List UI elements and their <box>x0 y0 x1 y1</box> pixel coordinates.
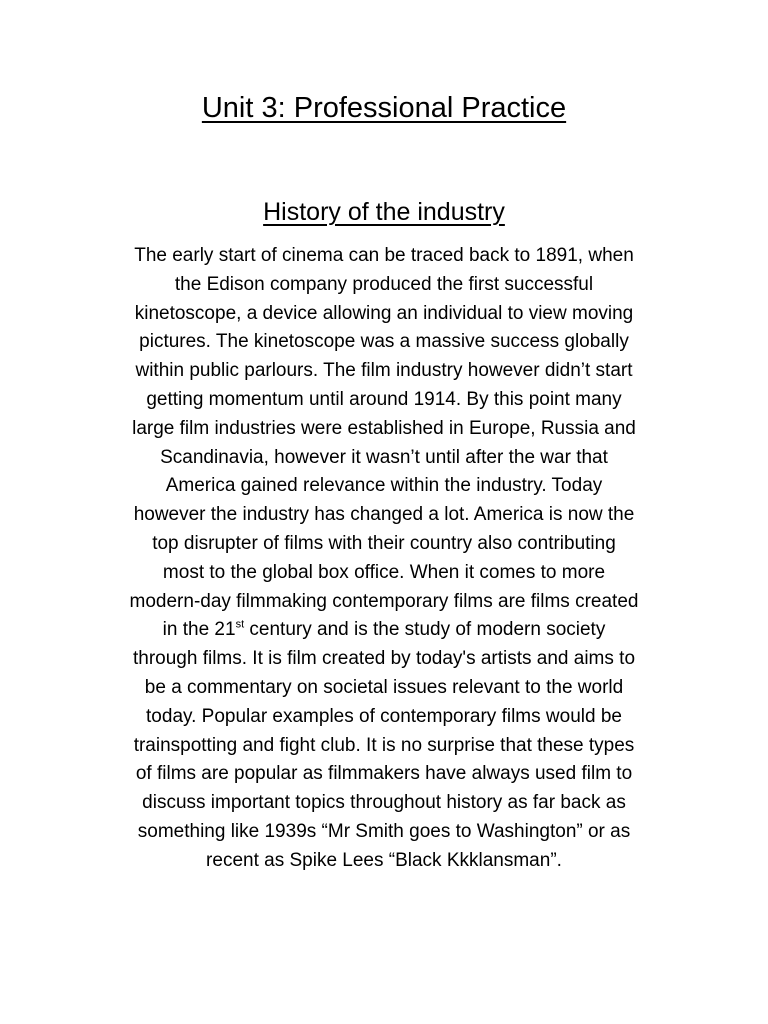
line-14-before: in the 21 <box>162 619 236 641</box>
paragraph-line-15: through films. It is film created by today's artists and aims to <box>132 648 636 670</box>
paragraph-line-5: within public parlours. The film industry however didn’t start <box>135 360 633 382</box>
paragraph-line-1: The early start of cinema can be traced back to 1891, when <box>134 245 634 266</box>
line-14-after: century and is the study of modern society <box>244 619 606 641</box>
paragraph-line-2: the Edison company produced the first successful <box>174 273 594 295</box>
paragraph-line-13: modern-day filmmaking contemporary films are films created <box>129 590 639 612</box>
ordinal-superscript: st <box>235 619 245 632</box>
paragraph-line-17: today. Popular examples of contemporary films would be <box>146 705 622 727</box>
paragraph-line-8: Scandinavia, however it wasn’t until after the war that <box>160 446 608 468</box>
paragraph-line-10: however the industry has changed a lot. America is now the <box>133 504 635 526</box>
paragraph-line-21: something like 1939s “Mr Smith goes to Washington” or as <box>137 820 631 842</box>
body-paragraph <box>84 242 684 876</box>
paragraph-line-7: large film industries were established in Europe, Russia and <box>132 417 636 439</box>
paragraph-line-20: discuss important topics throughout history as far back as <box>142 792 626 814</box>
paragraph-line-14 <box>84 616 684 645</box>
paragraph-line-4: pictures. The kinetoscope was a massive success globally <box>139 331 629 353</box>
paragraph-line-22: recent as Spike Lees “Black Kkklansman”. <box>206 849 562 871</box>
paragraph-line-9: America gained relevance within the industry. Today <box>165 475 603 497</box>
page-title: Unit 3: Professional Practice <box>201 92 567 124</box>
paragraph-line-6: getting momentum until around 1914. By this point many <box>146 388 622 410</box>
paragraph-line-12: most to the global box office. When it comes to more <box>162 561 606 583</box>
paragraph-line-19: of films are popular as filmmakers have always used film to <box>135 763 633 785</box>
section-heading: History of the industry <box>263 198 505 226</box>
paragraph-line-3: kinetoscope, a device allowing an individual to view moving <box>134 302 634 324</box>
paragraph-line-16: be a commentary on societal issues relevant to the world <box>144 676 624 698</box>
paragraph-line-11: top disrupter of films with their country also contributing <box>152 532 616 554</box>
paragraph-line-18: trainspotting and fight club. It is no surprise that these types <box>133 734 635 756</box>
